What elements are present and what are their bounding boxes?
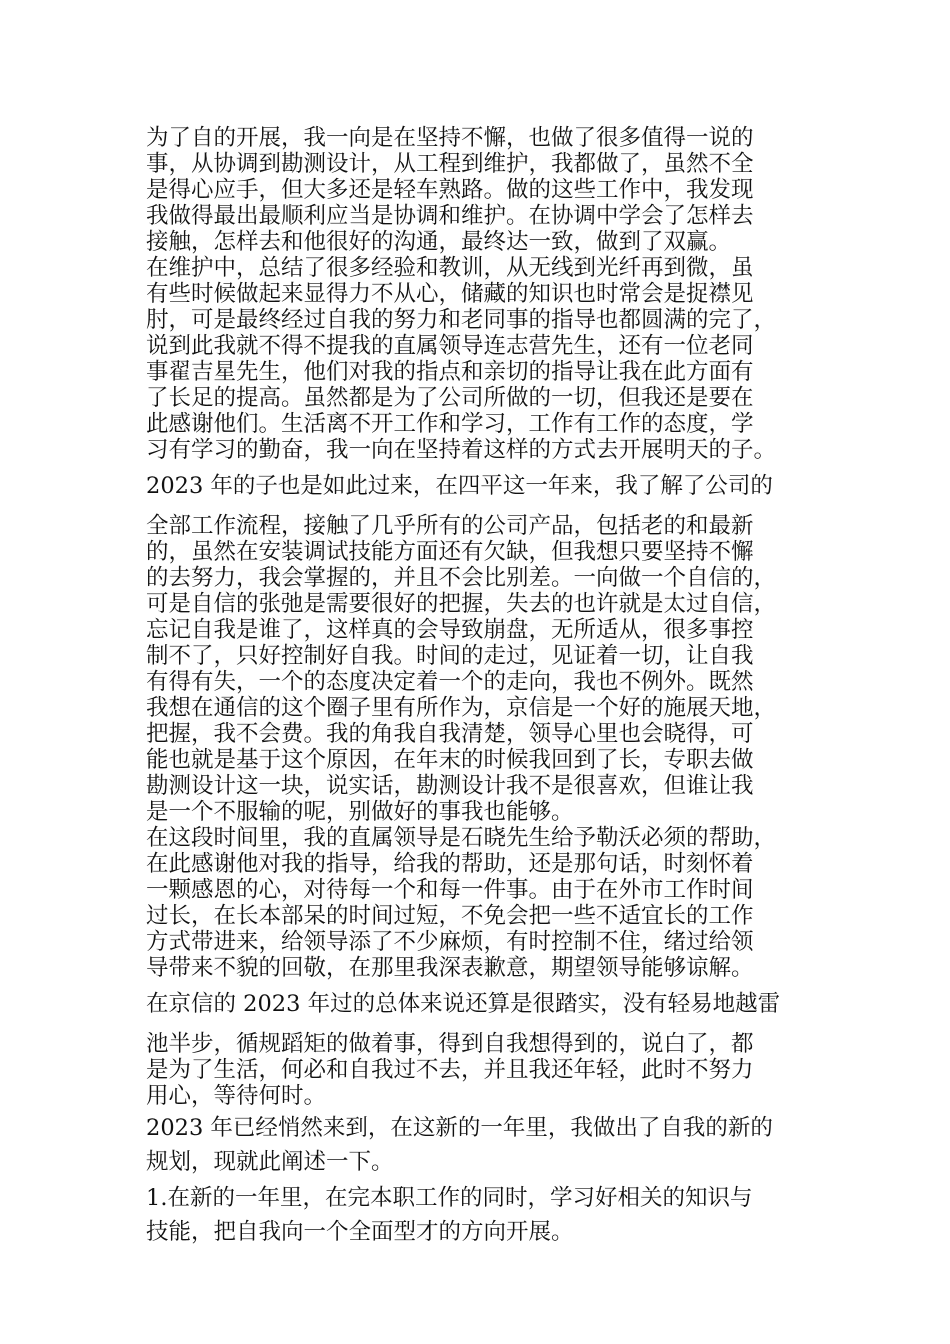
text-line: 制不了，只好控制好自我。时间的走过，见证着一切，让自我	[146, 643, 754, 669]
text-line: 的，虽然在安装调试技能方面还有欠缺，但我想只要坚持不懈	[146, 539, 754, 565]
paragraph-5	[146, 825, 811, 981]
text-line: 全部工作流程，接触了几乎所有的公司产品，包括老的和最新	[146, 513, 754, 539]
text-line: 为了自的开展，我一向是在坚持不懈，也做了很多值得一说的	[146, 125, 754, 151]
text-line: 习有学习的勤奋，我一向在坚持着这样的方式去开展明天的子。	[146, 437, 777, 463]
text-line: 池半步，循规蹈矩的做着事，得到自我想得到的，说白了，都	[146, 1031, 754, 1057]
text-line: 1.在新的一年里，在完本职工作的同时，学习好相关的知识与	[146, 1185, 753, 1211]
paragraph-7	[146, 1031, 811, 1109]
text-line: 方式带进来，给领导添了不少麻烦，有时控制不住，绪过给领	[146, 929, 754, 955]
paragraph-2	[146, 255, 811, 463]
text-line: 事翟吉星先生，他们对我的指点和亲切的指导让我在此方面有	[146, 359, 754, 385]
text-line: 是为了生活，何必和自我过不去，并且我还年轻，此时不努力	[146, 1057, 754, 1083]
text-line: 是得心应手，但大多还是轻车熟路。做的这些工作中，我发现	[146, 177, 754, 203]
text-line: 我想在通信的这个圈子里有所作为，京信是一个好的施展天地，	[146, 695, 777, 721]
text-line: 我做得最出最顺利应当是协调和维护。在协调中学会了怎样去	[146, 203, 754, 229]
text-line: 忘记自我是谁了，这样真的会导致崩盘，无所适从，很多事控	[146, 617, 754, 643]
text-line: 有些时候做起来显得力不从心，储藏的知识也时常会是捉襟见	[146, 281, 754, 307]
text-line: 在此感谢他对我的指导，给我的帮助，还是那句话，时刻怀着	[146, 851, 754, 877]
text-line: 能也就是基于这个原因，在年末的时候我回到了长，专职去做	[146, 747, 754, 773]
text-line: 一颗感恩的心，对待每一个和每一件事。由于在外市工作时间	[146, 877, 754, 903]
text-line: 把握，我不会费。我的角我自我清楚，领导心里也会晓得，可	[146, 721, 754, 747]
text-line: 规划，现就此阐述一下。	[146, 1149, 394, 1175]
paragraph-8	[146, 1111, 811, 1179]
paragraph-6	[146, 991, 811, 1017]
text-line: 在这段时间里，我的直属领导是石晓先生给予勒沃必须的帮助，	[146, 825, 777, 851]
text-line: 可是自信的张弛是需要很好的把握，失去的也许就是太过自信，	[146, 591, 777, 617]
paragraph-3	[146, 473, 811, 499]
text-line: 过长，在长本部呆的时间过短，不免会把一些不适宜长的工作	[146, 903, 754, 929]
text-line: 接触，怎样去和他很好的沟通，最终达一致，做到了双赢。	[146, 229, 732, 255]
text-line: 了长足的提高。虽然都是为了公司所做的一切，但我还是要在	[146, 385, 754, 411]
text-line: 说到此我就不得不提我的直属领导连志营先生，还有一位老同	[146, 333, 754, 359]
text-line: 肘，可是最终经过自我的努力和老同事的指导也都圆满的完了，	[146, 307, 777, 333]
text-line: 2023 年已经悄然来到，在这新的一年里，我做出了自我的新的	[146, 1115, 773, 1141]
document-page	[146, 125, 811, 1249]
text-line: 是一个不服输的呢，别做好的事我也能够。	[146, 799, 574, 825]
text-line: 导带来不貌的回敬，在那里我深表歉意，期望领导能够谅解。	[146, 955, 754, 981]
text-line: 用心，等待何时。	[146, 1083, 327, 1109]
text-line: 在京信的 2023 年过的总体来说还算是很踏实，没有轻易地越雷	[146, 991, 781, 1017]
paragraph-4	[146, 513, 811, 825]
text-line: 事，从协调到勘测设计，从工程到维护，我都做了，虽然不全	[146, 151, 754, 177]
text-line: 勘测设计这一块，说实话，勘测设计我不是很喜欢，但谁让我	[146, 773, 754, 799]
text-line: 在维护中，总结了很多经验和教训，从无线到光纤再到微，虽	[146, 255, 754, 281]
text-line: 此感谢他们。生活离不开工作和学习，工作有工作的态度，学	[146, 411, 754, 437]
text-line: 有得有失，一个的态度决定着一个的走向，我也不例外。既然	[146, 669, 754, 695]
paragraph-1	[146, 125, 811, 255]
text-line: 2023 年的子也是如此过来，在四平这一年来，我了解了公司的	[146, 473, 773, 499]
paragraph-9	[146, 1181, 811, 1249]
text-line: 技能，把自我向一个全面型才的方向开展。	[146, 1219, 574, 1245]
text-line: 的去努力，我会掌握的，并且不会比别差。一向做一个自信的，	[146, 565, 777, 591]
